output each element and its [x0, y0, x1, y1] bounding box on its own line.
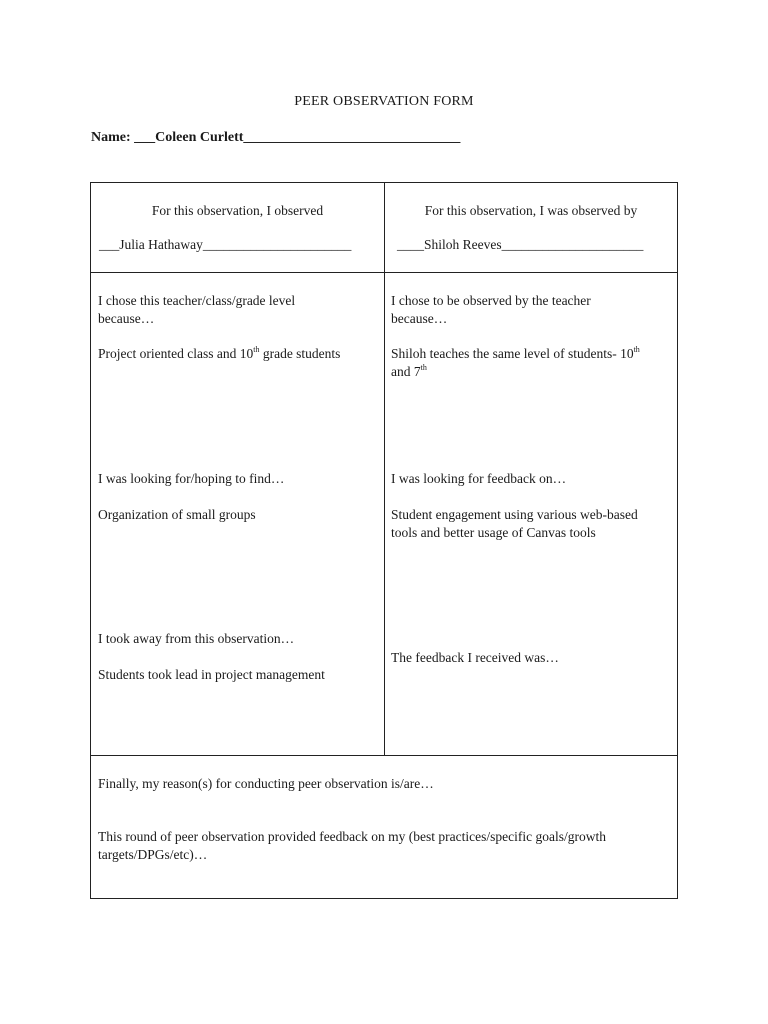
column-divider: [384, 183, 385, 756]
right-q3: The feedback I received was…: [391, 650, 559, 665]
left-q1-line1: I chose this teacher/class/grade level: [98, 293, 296, 308]
left-q1-line2: because…: [98, 311, 155, 326]
observed-by-teacher: ____Shiloh Reeves_____________________: [397, 237, 644, 252]
bottom-section-divider: [91, 755, 677, 756]
left-q2: I was looking for/hoping to find…: [98, 471, 285, 486]
right-q1-line1: I chose to be observed by the teacher: [391, 293, 591, 308]
header-divider: [91, 272, 677, 273]
form-title: PEER OBSERVATION FORM: [294, 94, 474, 109]
right-a2-line2: tools and better usage of Canvas tools: [391, 525, 596, 540]
observation-table: [90, 182, 678, 899]
right-a1-line1: Shiloh teaches the same level of students- 10th: [391, 345, 640, 361]
right-a2-line1: Student engagement using various web-based: [391, 507, 638, 522]
observed-teacher: ___Julia Hathaway______________________: [99, 237, 352, 252]
observed-by-title: For this observation, I was observed by: [424, 203, 638, 218]
left-a2: Organization of small groups: [98, 507, 256, 522]
name-value: ___Coleen Curlett_______________________________: [134, 130, 461, 145]
left-a3: Students took lead in project management: [98, 667, 325, 682]
left-a1: Project oriented class and 10th grade students: [98, 345, 341, 361]
bottom-q2-line1: This round of peer observation provided feedback on my (best practices/specific goals/growth: [98, 829, 606, 844]
right-q2: I was looking for feedback on…: [391, 471, 567, 486]
left-q3: I took away from this observation…: [98, 631, 295, 646]
right-q1-line2: because…: [391, 311, 448, 326]
bottom-q2-line2: targets/DPGs/etc)…: [98, 847, 208, 862]
right-a1-line2: and 7th: [391, 363, 427, 379]
observed-title: For this observation, I observed: [151, 203, 324, 218]
bottom-q1: Finally, my reason(s) for conducting peer observation is/are…: [98, 776, 434, 791]
name-label: Name:: [91, 130, 131, 145]
name-line: [91, 130, 460, 146]
